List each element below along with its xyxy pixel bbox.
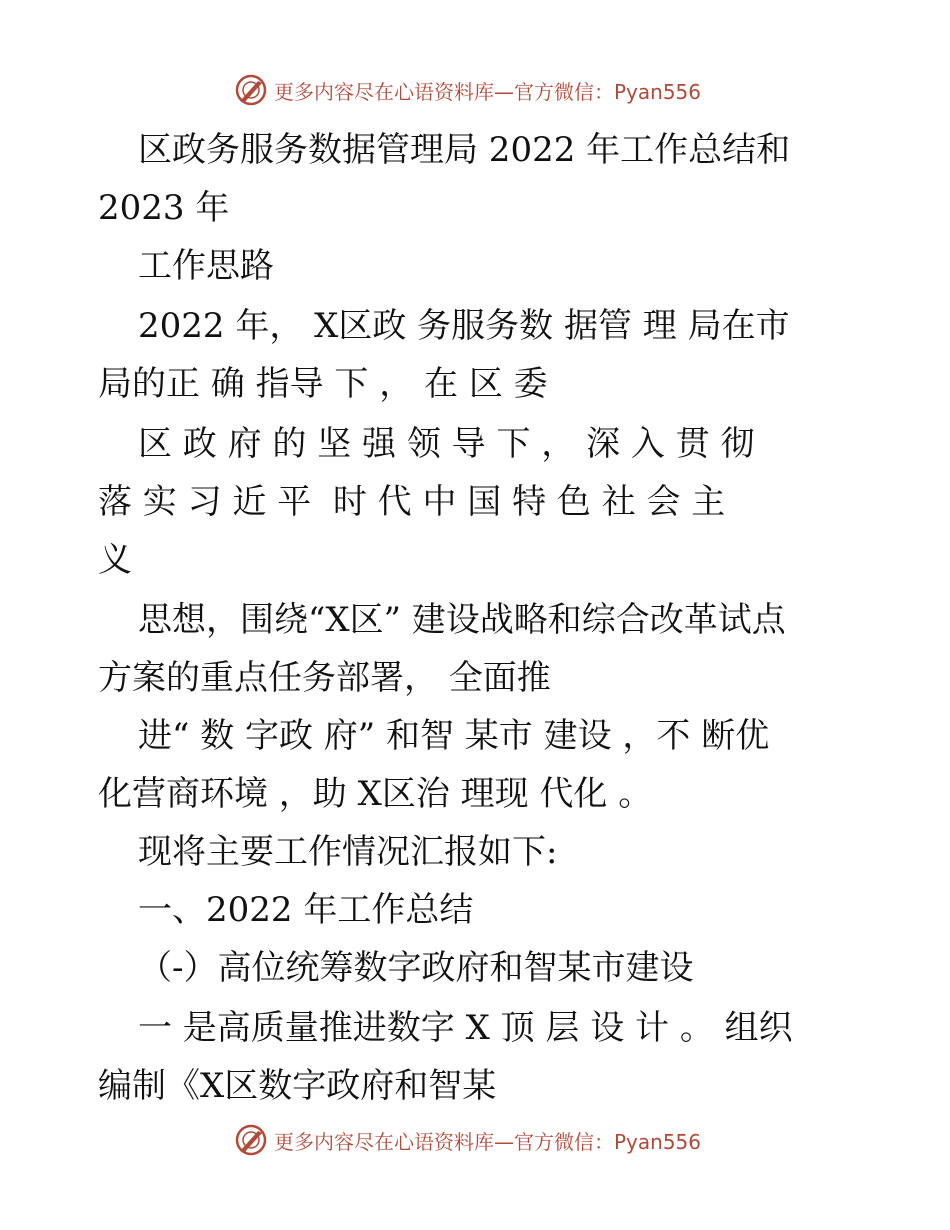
paragraph-line: 一 是高质量推进数字 X 顶 层 设 计 。 组织 [138, 1008, 793, 1048]
paragraph-line: 化营商环境 ，助 X区治 理现 代化 。 [98, 774, 653, 814]
paragraph-line: 进“ 数 字政 府” 和智 某市 建设 ，不 断优 [138, 716, 770, 756]
paragraph-line: 义 [98, 540, 132, 580]
pen-seal-icon [234, 1123, 268, 1157]
paragraph-line: 编制《X区数字政府和智某 [98, 1066, 497, 1106]
footer-watermark-banner [234, 1122, 701, 1158]
paragraph-line: 区 政 府 的 坚 强 领 导 下 ， 深 入 贯 彻 [138, 424, 755, 464]
title-line-2: 2023 年 [98, 188, 230, 228]
title-line-1: 区政务服务数据管理局 2022 年工作总结和 [138, 130, 791, 170]
paragraph-line: 2022 年， X区政 务服务数 据管 理 局在市 [138, 306, 790, 346]
subsection-heading: （-）高位统筹数字政府和智某市建设 [138, 948, 694, 988]
paragraph-line: 现将主要工作情况汇报如下: [138, 832, 558, 872]
watermark-text: 更多内容尽在心语资料库—官方微信：Pyan556 [274, 1129, 702, 1154]
paragraph-line: 方案的重点任务部署， 全面推 [98, 658, 551, 698]
paragraph-line: 落 实 习 近 平 时 代 中 国 特 色 社 会 主 [98, 482, 726, 522]
paragraph-line: 局的正 确 指导 下 ， 在 区 委 [98, 364, 548, 404]
paragraph-line: 思想，围绕“X区” 建设战略和综合改革试点 [138, 600, 786, 640]
header-watermark-banner [234, 72, 701, 108]
section-heading: 一、2022 年工作总结 [138, 890, 474, 930]
watermark-text: 更多内容尽在心语资料库—官方微信：Pyan556 [274, 79, 702, 104]
pen-seal-icon [234, 73, 268, 107]
title-line-3: 工作思路 [138, 246, 274, 286]
